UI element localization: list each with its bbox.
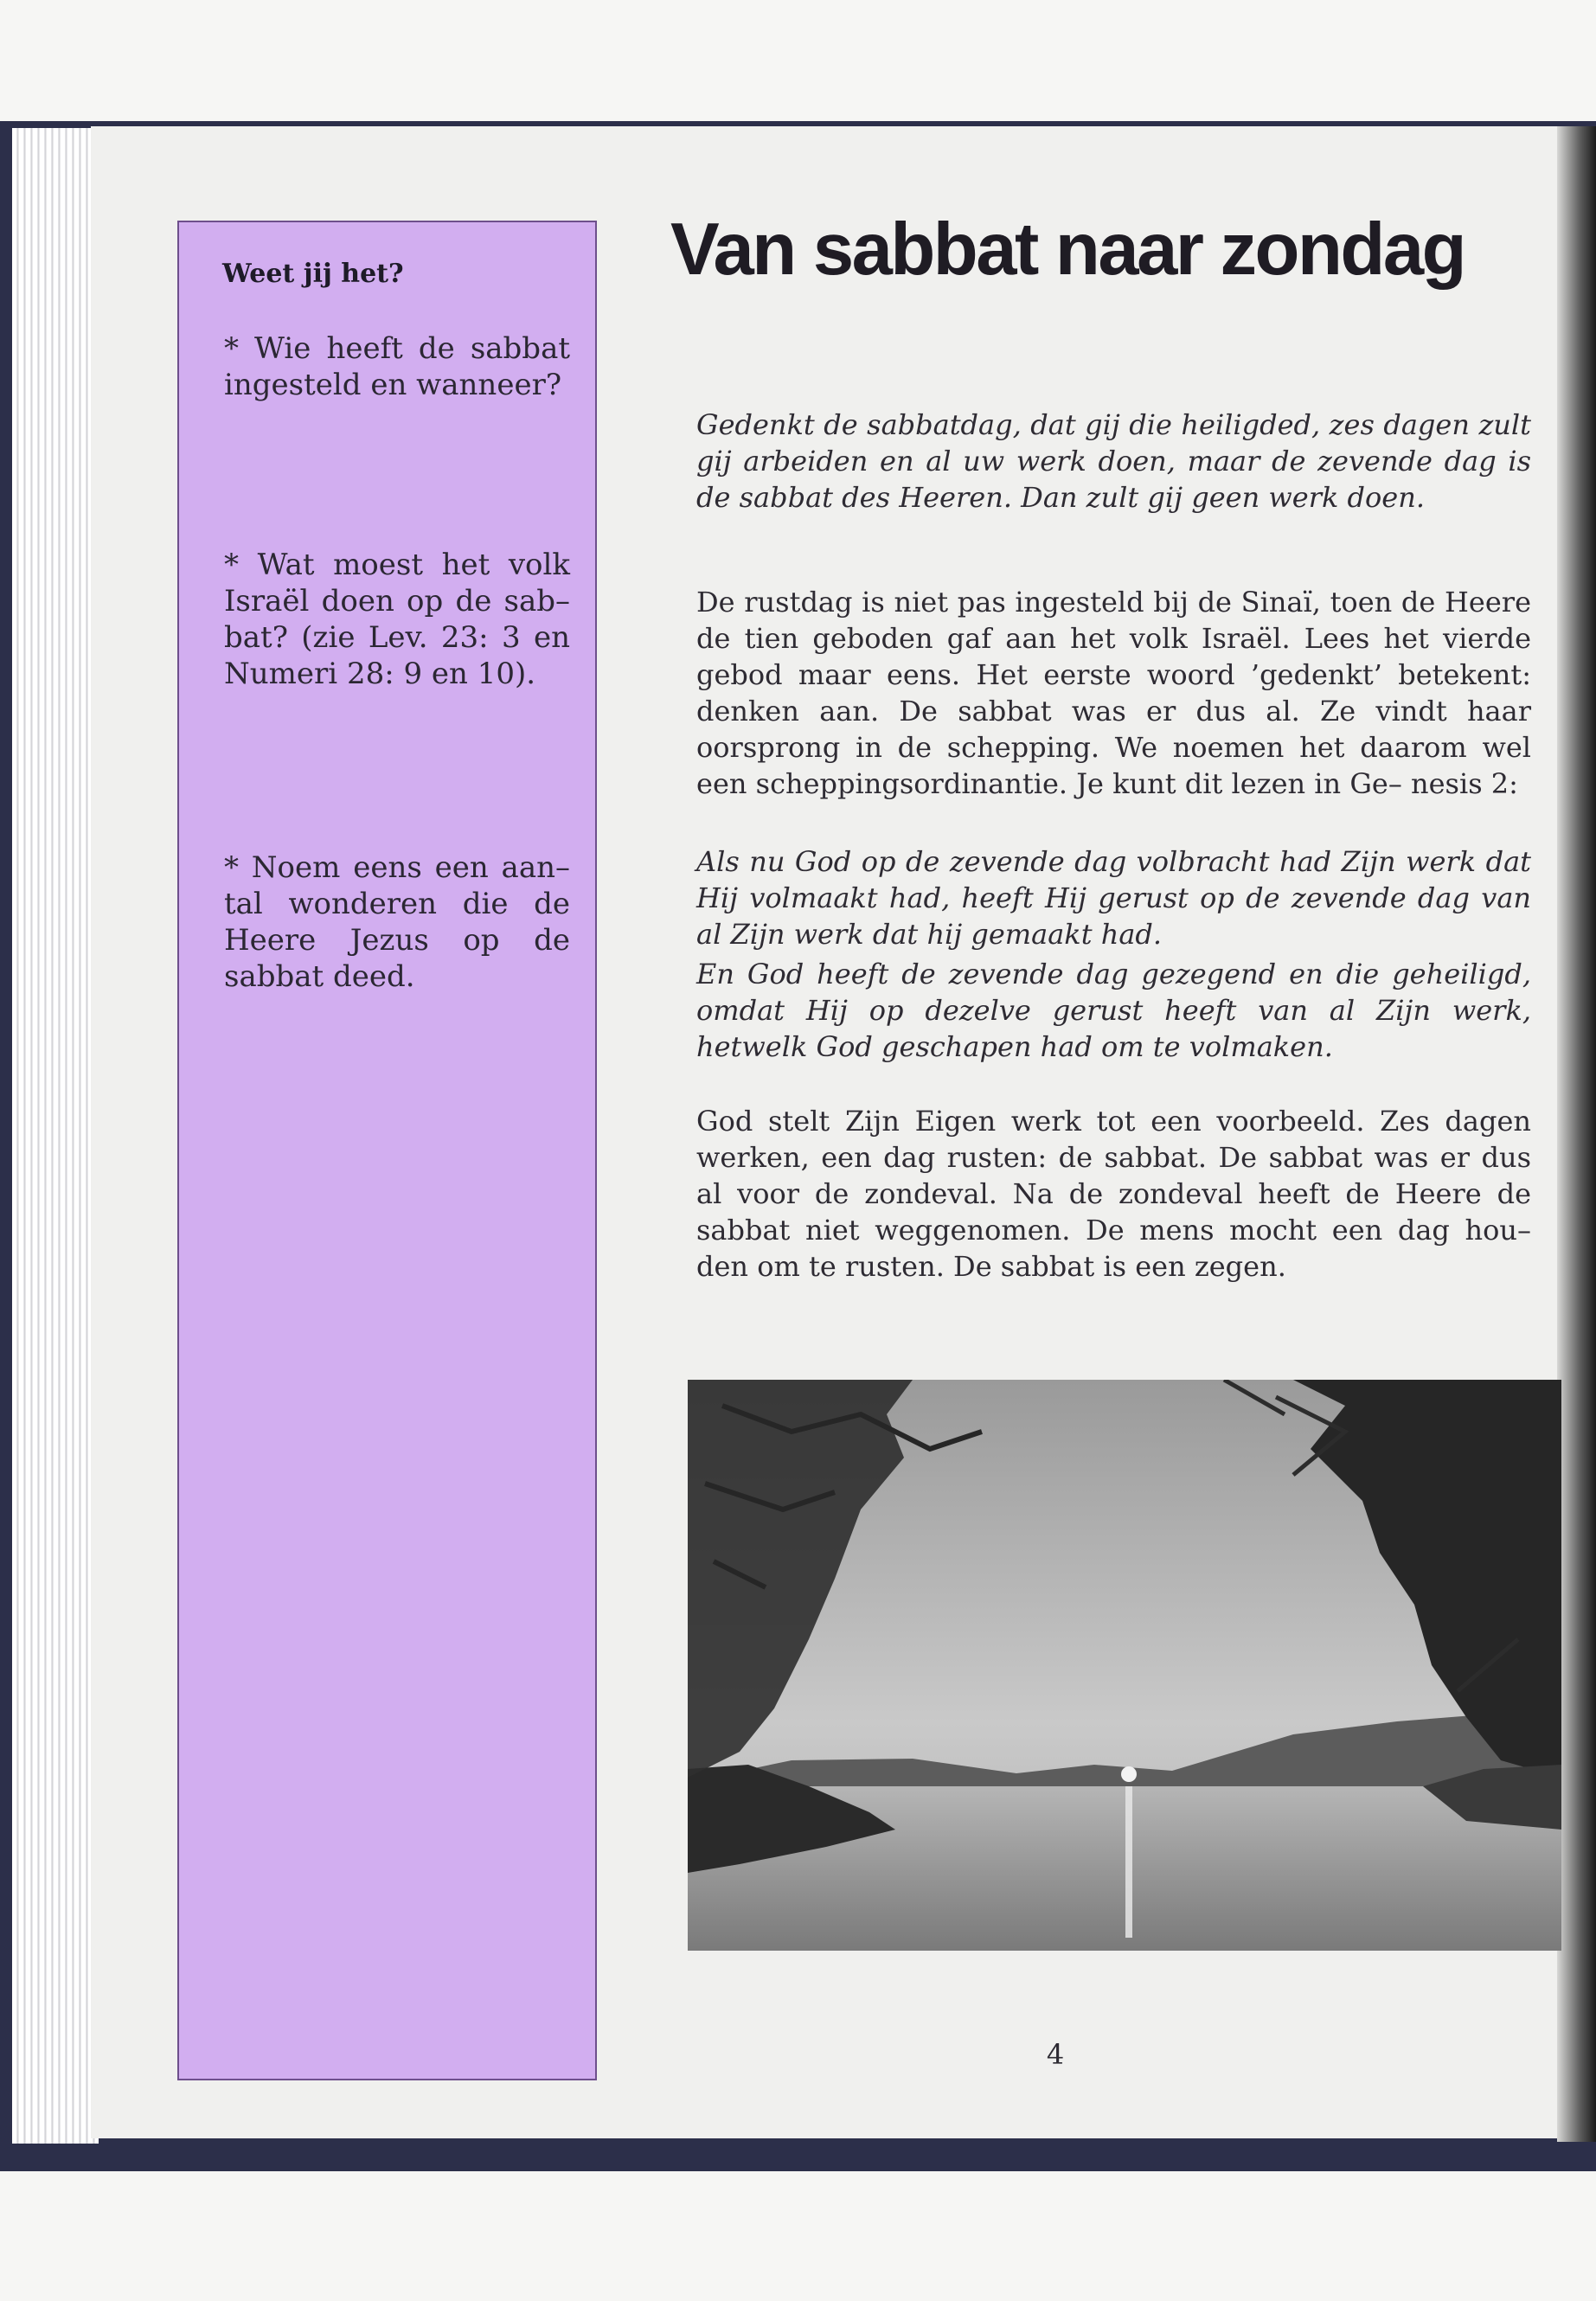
scan-background-bottom (0, 2171, 1596, 2301)
page-title: Van sabbat naar zondag (670, 208, 1465, 291)
quiz-sidebar (177, 221, 597, 2080)
sidebar-heading: Weet jij het? (222, 259, 404, 289)
setting-sun (1121, 1766, 1137, 1782)
paragraph-2: God stelt Zijn Eigen werk tot een voorbeeld. Zes dagen werken, een dag rusten: de sabbat. De sabbat was er dus al voor de zondeval. Na de zondeval heeft de Heere de sabbat niet weggenomen. De mens mocht een dag hou– den om te rusten. De sabbat is een zegen. (696, 1105, 1531, 1283)
genesis-quote-1: Als nu God op de zevende dag volbracht had Zijn werk dat Hij volmaakt had, heeft Hij gerust op de zevende dag van al Zijn werk dat hij gemaakt had. (696, 845, 1531, 951)
genesis-quote-2: En God heeft de zevende dag gezegend en die geheiligd, omdat Hij op dezelve gerust heeft van al Zijn werk, hetwelk God geschapen had om te volmaken. (696, 958, 1531, 1063)
sidebar-question-1: * Wie heeft de sabbat ingesteld en wanneer? (224, 331, 570, 402)
sidebar-question-3: * Noem eens een aan– tal wonderen die de Heere Jezus op de sabbat deed. (224, 850, 570, 994)
intro-quote: Gedenkt de sabbatdag, dat gij die heiligded, zes dagen zult gij arbeiden en al uw werk doen, maar de zevende dag is de sabbat des Heeren. Dan zult gij geen werk doen. (696, 408, 1531, 514)
page-gutter-shadow (1557, 126, 1596, 2142)
scan-background-top (0, 0, 1596, 121)
paragraph-1: De rustdag is niet pas ingesteld bij de Sinaï, toen de Heere de tien geboden gaf aan het volk Israël. Lees het vierde gebod maar eens. Het eerste woord ’gedenkt’ betekent: denken aan. De sabbat was er dus al. Ze vindt haar oorsprong in de schepping. We noemen het daarom wel een scheppingsordinantie. Je kunt dit lezen in Ge– nesis 2: (696, 586, 1531, 800)
page-edges (12, 128, 99, 2144)
lake-sunset-photo (688, 1380, 1561, 1951)
sun-reflection (1125, 1786, 1132, 1938)
sidebar-question-2: * Wat moest het volk Israël doen op de sab– bat? (zie Lev. 23: 3 en Numeri 28: 9 en 10). (224, 548, 570, 691)
lake-photo-illustration (688, 1380, 1561, 1951)
page-number: 4 (1046, 2038, 1065, 2071)
